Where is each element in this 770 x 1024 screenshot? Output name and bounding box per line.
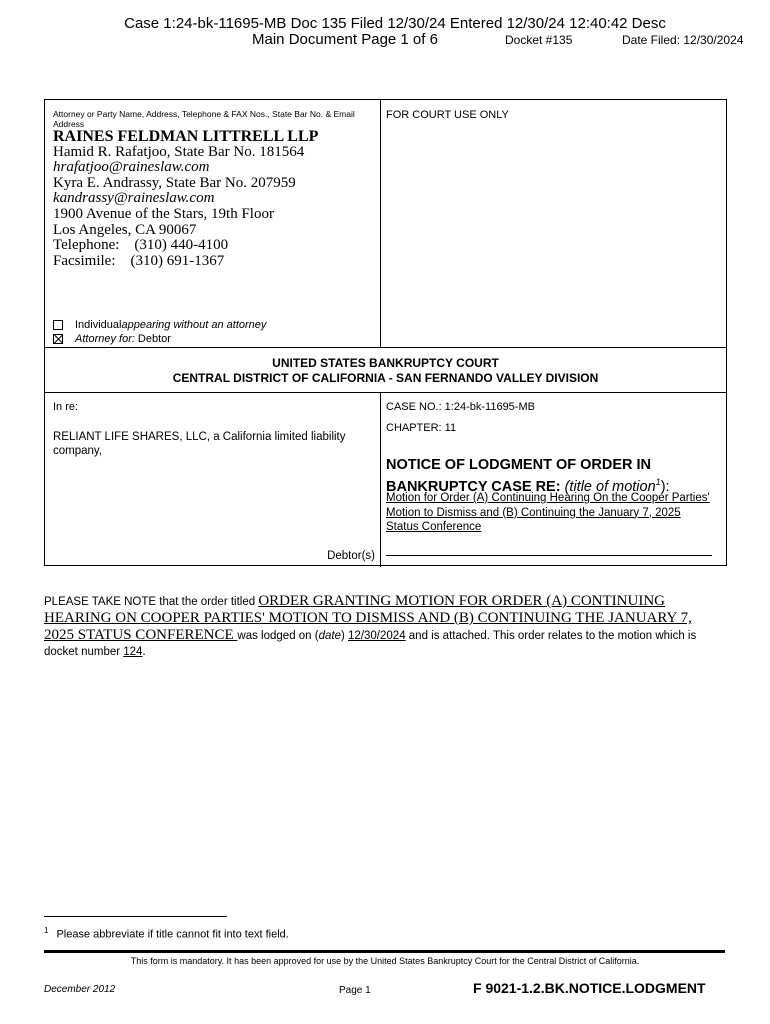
attorney-for-label: Attorney for: <box>75 333 135 345</box>
debtors-label: Debtor(s) <box>327 550 375 562</box>
body-end: . <box>142 646 146 658</box>
attorney-line: 1900 Avenue of the Stars, 19th Floor <box>53 205 274 222</box>
case-number: CASE NO.: 1:24-bk-11695-MB <box>386 401 535 413</box>
divider <box>45 392 726 393</box>
caption-box <box>44 99 727 566</box>
court-name: UNITED STATES BANKRUPTCY COURT <box>272 356 499 370</box>
case-header-line1: Case 1:24-bk-11695-MB Doc 135 Filed 12/30/24 Entered 12/30/24 12:40:42 Desc <box>124 15 666 32</box>
lodged-date: 12/30/2024 <box>348 630 406 642</box>
attorney-line: Los Angeles, CA 90067 <box>53 221 197 238</box>
motion-title: Motion for Order (A) Continuing Hearing On the Cooper Parties' Motion to Dismiss and (B) Continuing the January 7, 2025 Status Conference <box>386 492 710 533</box>
divider <box>45 347 726 348</box>
footnote <box>44 926 289 941</box>
attorney-for-value: Debtor <box>137 333 171 345</box>
page-number: Page 1 <box>339 985 371 996</box>
attorney-for-checkbox[interactable] <box>53 334 63 344</box>
attorney-email: kandrassy@raineslaw.com <box>53 190 215 207</box>
case-header-line2: Main Document Page 1 of 6 <box>252 31 438 48</box>
body-date-word: date <box>318 630 341 642</box>
chapter: CHAPTER: 11 <box>386 422 457 434</box>
individual-label-prefix: Individual <box>75 319 122 331</box>
debtor-name: RELIANT LIFE SHARES, LLC, a California limited liability company, <box>53 431 346 457</box>
signature-line <box>386 555 712 556</box>
attorney-lines <box>53 145 318 270</box>
notice-title-motion: (title of motion <box>564 478 656 495</box>
notice-body <box>44 593 724 660</box>
body-after-date: and is attached. This order relates to the motion which is docket number <box>44 630 697 658</box>
date-filed-stamp: Date Filed: 12/30/2024 <box>622 33 744 47</box>
individual-label-rest: appearing without an attorney <box>121 319 267 331</box>
body-intro: PLEASE TAKE NOTE that the order titled <box>44 596 259 608</box>
in-re-label: In re: <box>53 401 79 413</box>
docket-stamp: Docket #135 <box>505 33 573 47</box>
footnote-number: 1 <box>44 926 49 935</box>
attorney-line: Telephone: (310) 440-4100 <box>53 237 229 254</box>
body-lodged-pre: was lodged on ( <box>237 630 319 642</box>
form-date: December 2012 <box>44 984 116 995</box>
notice-title-line2: BANKRUPTCY CASE RE: <box>386 478 561 495</box>
attorney-email: hrafatjoo@raineslaw.com <box>53 159 210 176</box>
divider <box>380 100 381 347</box>
court-district: CENTRAL DISTRICT OF CALIFORNIA - SAN FERNANDO VALLEY DIVISION <box>172 371 599 385</box>
attorney-line: Facsimile: (310) 691-1367 <box>53 252 225 269</box>
mandatory-notice: This form is mandatory. It has been approved for use by the United States Bankruptcy Court for the Central District of California. <box>130 956 640 966</box>
footnote-ref: 1 <box>655 477 661 487</box>
court-title <box>45 356 726 386</box>
footnote-text: Please abbreviate if title cannot fit into text field. <box>56 928 289 941</box>
attorney-line: Hamid R. Rafatjoo, State Bar No. 181564 <box>53 143 305 160</box>
body-lodged-post: ) <box>341 630 349 642</box>
attorney-line: Kyra E. Andrassy, State Bar No. 207959 <box>53 174 296 191</box>
individual-checkbox[interactable] <box>53 320 63 330</box>
individual-option <box>53 319 266 331</box>
attorney-box-label: Attorney or Party Name, Address, Telephone & FAX Nos., State Bar No. & Email Address <box>53 109 355 129</box>
order-title: ORDER GRANTING MOTION FOR ORDER (A) CONTINUING HEARING ON COOPER PARTIES' MOTION TO DISMISS AND (B) CONTINUING THE JANUARY 7, 2025 STATUS CONFERENCE <box>44 593 692 643</box>
attorney-for-option <box>53 333 171 345</box>
footer-rule <box>44 950 725 953</box>
attorney-info <box>53 129 318 269</box>
docket-number: 124 <box>123 646 143 658</box>
firm-name: RAINES FELDMAN LITTRELL LLP <box>53 128 319 145</box>
notice-title-close: ): <box>660 478 670 495</box>
court-use-label: FOR COURT USE ONLY <box>386 109 509 121</box>
divider <box>380 392 381 567</box>
form-id: F 9021-1.2.BK.NOTICE.LODGMENT <box>473 980 706 996</box>
footnote-rule <box>44 916 227 917</box>
notice-title <box>386 457 716 496</box>
notice-title-line1: NOTICE OF LODGMENT OF ORDER IN <box>386 457 652 473</box>
